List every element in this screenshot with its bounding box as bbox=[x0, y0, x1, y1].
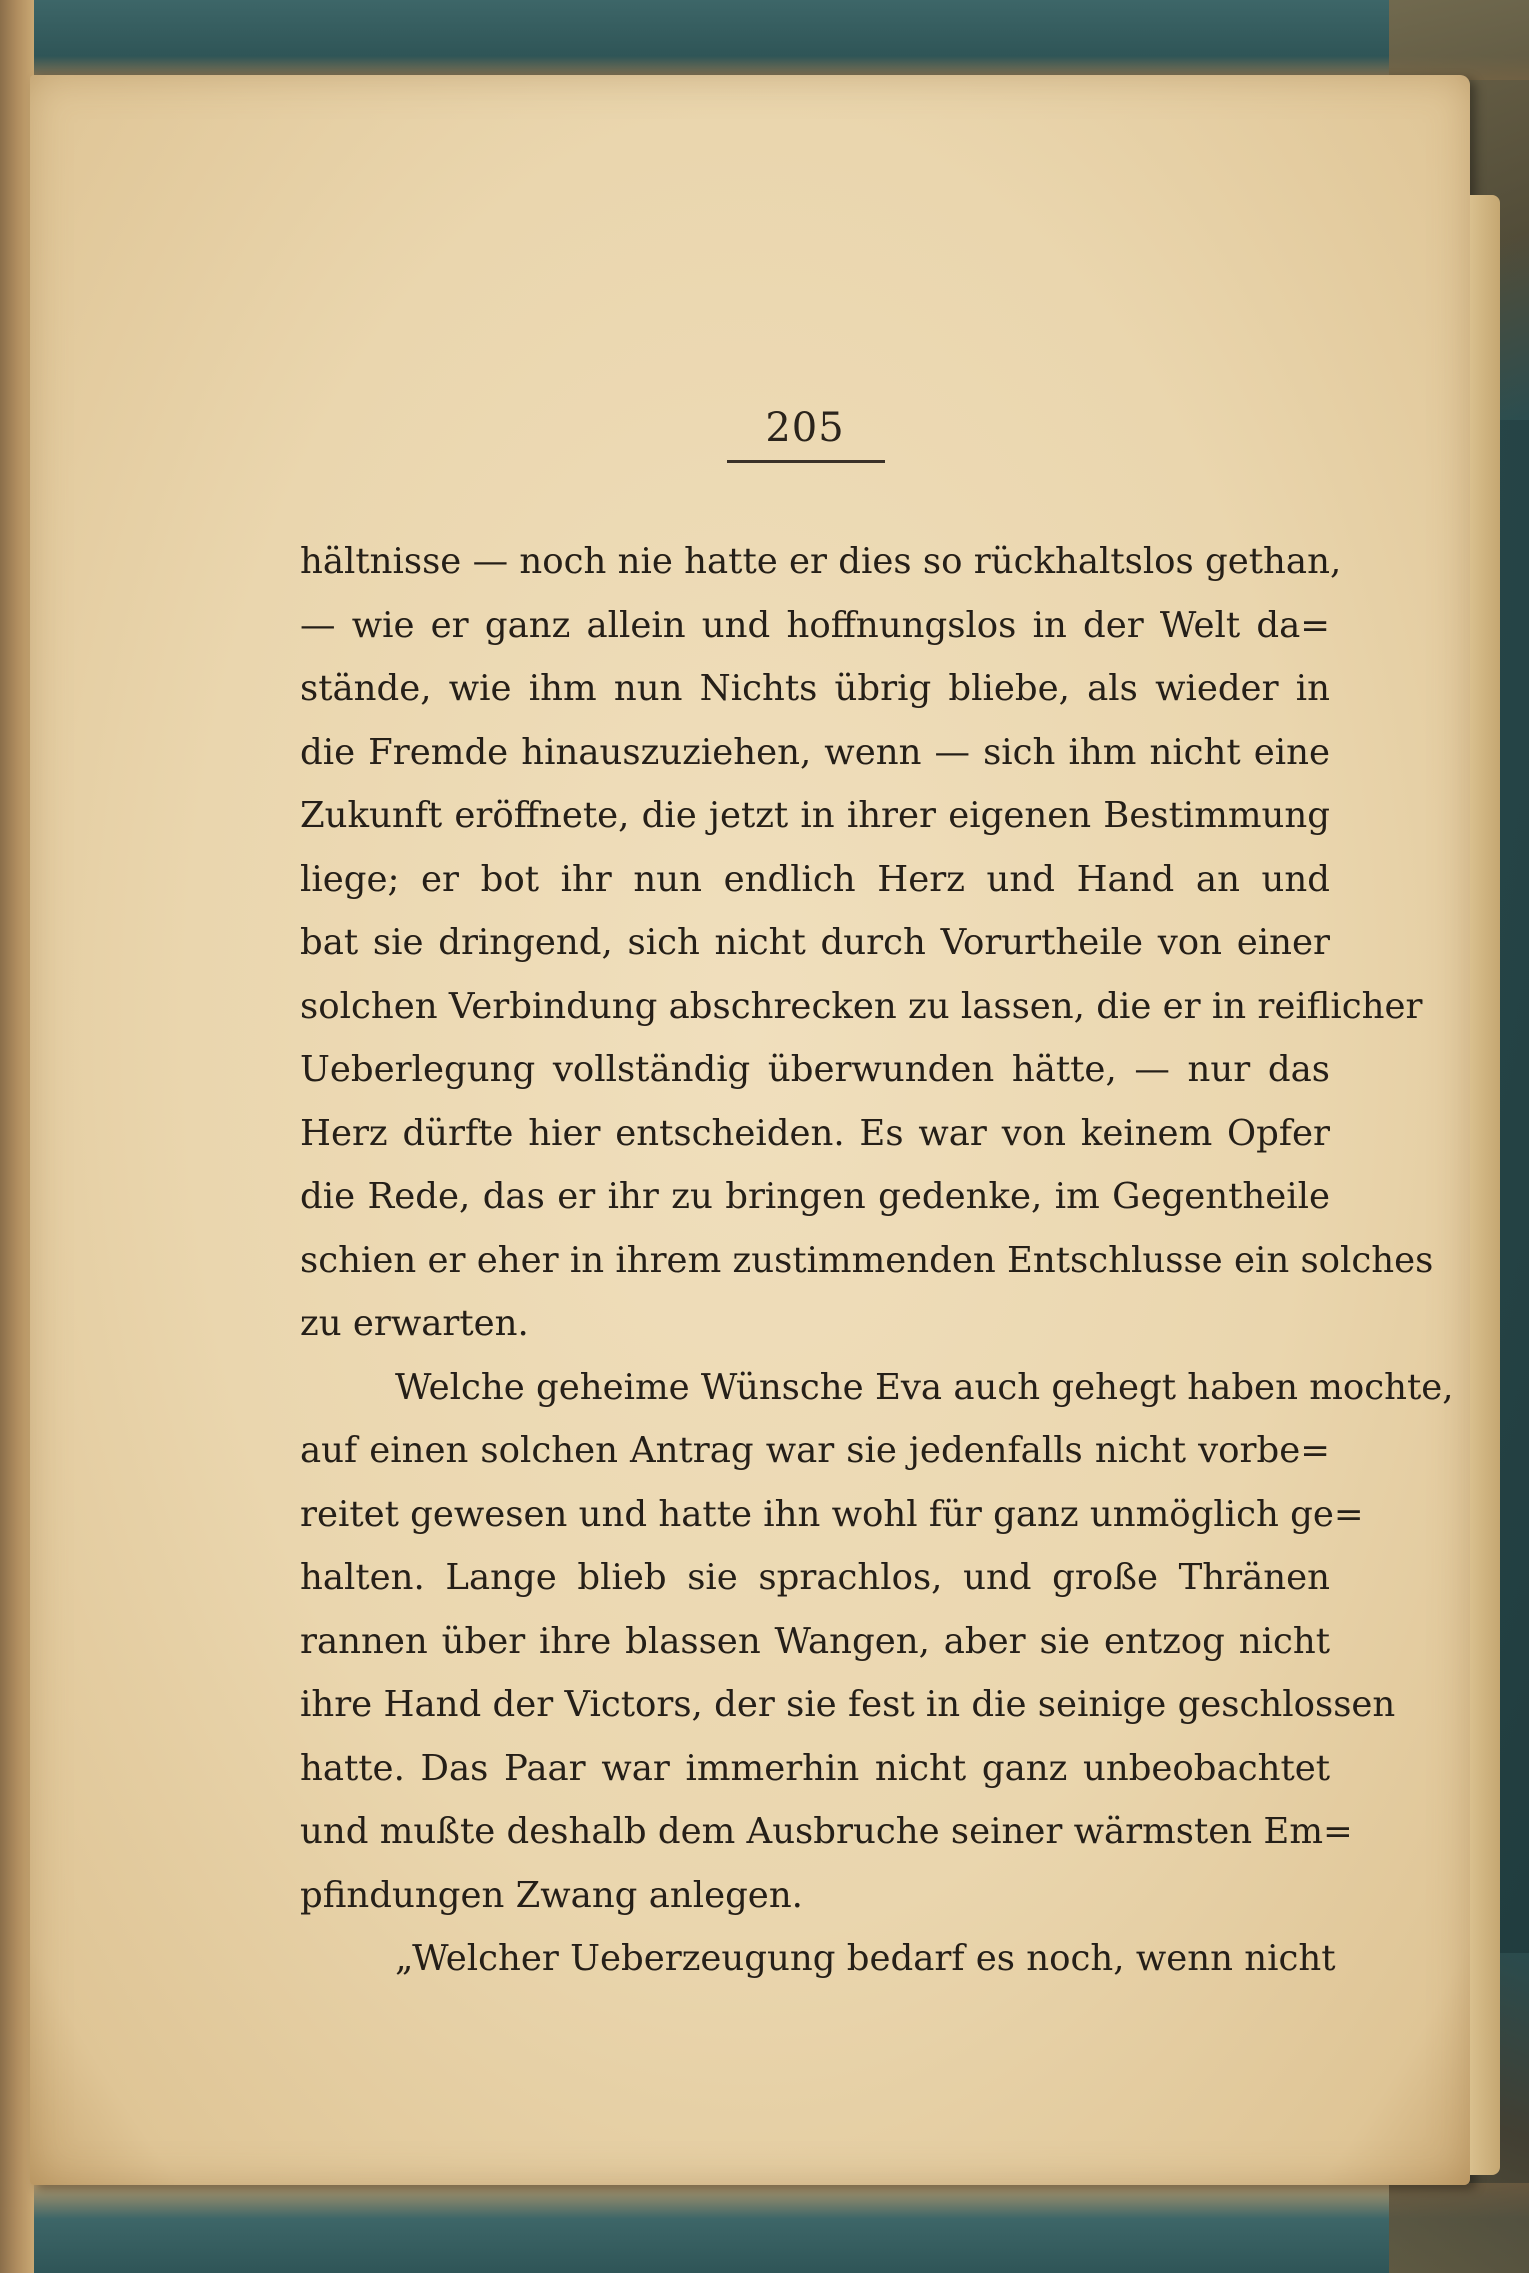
text-line: „Welcher Ueberzeugung bedarf es noch, wenn nicht bbox=[395, 1938, 1336, 1979]
text-line: die Fremde hinauszuziehen, wenn — sich ihm nicht eine bbox=[300, 731, 1330, 773]
cover-top-edge bbox=[0, 0, 1529, 80]
text-line: solchen Verbindung abschrecken zu lassen, die er in reiflicher bbox=[300, 985, 1423, 1027]
book-page bbox=[30, 75, 1470, 2185]
text-line: reitet gewesen und hatte ihn wohl für ganz unmöglich ge= bbox=[300, 1493, 1364, 1535]
text-line: bat sie dringend, sich nicht durch Vorurtheile von einer bbox=[300, 922, 1330, 963]
binding-edge bbox=[0, 0, 34, 2273]
text-line: pfindungen Zwang anlegen. bbox=[300, 1874, 803, 1916]
page-number: 205 bbox=[765, 405, 845, 451]
text-line: halten. Lange blieb sie sprachlos, und große Thränen bbox=[300, 1557, 1330, 1598]
text-line: — wie er ganz allein und hoffnungslos in der Welt da= bbox=[300, 604, 1330, 646]
text-line: Ueberlegung vollständig überwunden hätte, — nur das bbox=[300, 1049, 1330, 1090]
page-number-rule bbox=[727, 460, 885, 463]
body-text bbox=[300, 530, 1454, 1991]
text-line: Herz dürfte hier entscheiden. Es war von keinem Opfer bbox=[300, 1112, 1330, 1154]
text-line: hatte. Das Paar war immerhin nicht ganz unbeobachtet bbox=[300, 1747, 1330, 1789]
text-line: ihre Hand der Victors, der sie fest in die seinige geschlossen bbox=[300, 1684, 1396, 1725]
text-line: zu erwarten. bbox=[300, 1303, 529, 1344]
text-line: stände, wie ihm nun Nichts übrig bliebe, als wieder in bbox=[300, 668, 1330, 709]
text-line: auf einen solchen Antrag war sie jedenfalls nicht vorbe= bbox=[300, 1430, 1330, 1471]
text-line: die Rede, das er ihr zu bringen gedenke, im Gegentheile bbox=[300, 1176, 1330, 1217]
text-line: rannen über ihre blassen Wangen, aber sie entzog nicht bbox=[300, 1620, 1330, 1662]
text-line: schien er eher in ihrem zustimmenden Entschlusse ein solches bbox=[300, 1239, 1434, 1281]
cover-bottom-edge bbox=[0, 2183, 1529, 2273]
text-line: hältnisse — noch nie hatte er dies so rückhaltslos gethan, bbox=[300, 541, 1342, 582]
text-line: liege; er bot ihr nun endlich Herz und Hand an und bbox=[300, 858, 1330, 900]
text-line: Welche geheime Wünsche Eva auch gehegt haben mochte, bbox=[395, 1366, 1454, 1408]
text-line: und mußte deshalb dem Ausbruche seiner wärmsten Em= bbox=[300, 1811, 1353, 1852]
page-edge bbox=[1470, 195, 1500, 2175]
text-line: Zukunft eröffnete, die jetzt in ihrer eigenen Bestimmung bbox=[300, 795, 1330, 836]
